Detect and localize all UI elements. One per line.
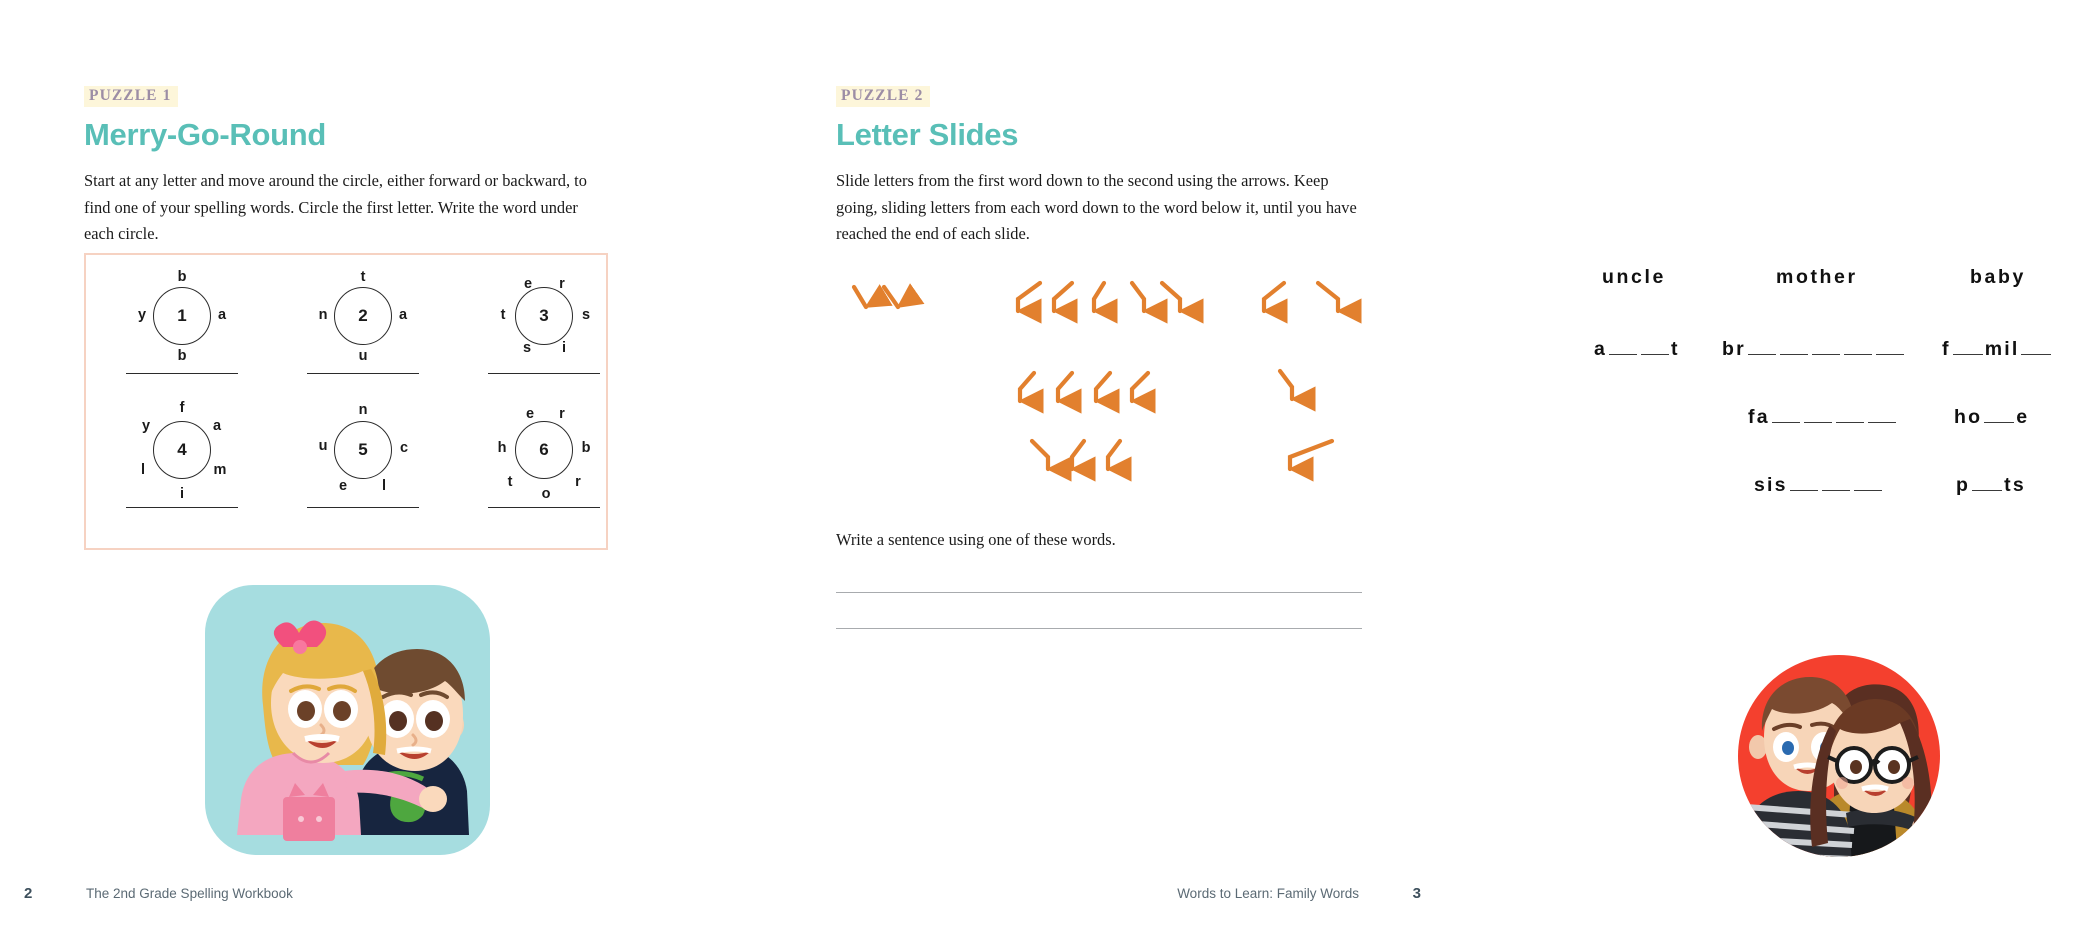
circle-letter: r — [575, 474, 581, 490]
two-children-artwork — [205, 585, 490, 855]
circle-number: 1 — [153, 287, 211, 345]
puzzle1-instructions: Start at any letter and move around the circle, either forward or backward, to find one of your spelling words. Circle the first letter. Write the word under each circle. — [84, 171, 587, 244]
illustration-two-children — [205, 585, 490, 855]
circle-letter: u — [318, 438, 328, 454]
circle-letter: f — [179, 400, 185, 416]
slide-blank-row[interactable] — [1954, 406, 2029, 429]
slide-blank[interactable] — [1780, 340, 1808, 355]
merry-go-round-item[interactable] — [279, 403, 449, 533]
slide-blank[interactable] — [1804, 408, 1832, 423]
slide-blank[interactable] — [1868, 408, 1896, 423]
letter-slides — [1558, 258, 2098, 518]
merry-go-round-item[interactable] — [279, 269, 449, 399]
circle-letter: h — [497, 440, 507, 456]
circle-number: 5 — [334, 421, 392, 479]
circle-number: 6 — [515, 421, 573, 479]
puzzle2-label: PUZZLE 2 — [836, 86, 930, 107]
slide-blank[interactable] — [1790, 476, 1818, 491]
circle-letter: c — [399, 440, 409, 456]
slide-blank[interactable] — [1854, 476, 1882, 491]
illustration-couple — [1738, 655, 1940, 857]
answer-line[interactable] — [126, 373, 238, 374]
circle-letter: a — [398, 307, 408, 323]
circle-letter: i — [179, 486, 185, 502]
couple-artwork — [1738, 655, 1940, 857]
slide-word: mother — [1776, 266, 1858, 288]
sentence-line[interactable] — [836, 592, 1362, 593]
slide-word: baby — [1970, 266, 2026, 288]
circle-letter: r — [559, 406, 565, 422]
puzzle2-title: Letter Slides — [836, 117, 1019, 152]
answer-line[interactable] — [307, 373, 419, 374]
slide-prefix: ho — [1954, 406, 1983, 428]
circle-letter: y — [137, 307, 147, 323]
circle-letter: t — [507, 474, 513, 490]
right-page-number: 3 — [1412, 885, 1421, 902]
slide-prefix: sis — [1754, 474, 1788, 496]
slide-prefix: fa — [1748, 406, 1770, 428]
slide-blank-row[interactable] — [1956, 474, 2026, 497]
circle-letter: a — [212, 418, 222, 434]
slide-blank-row[interactable] — [1722, 338, 1906, 361]
circle-letter: n — [318, 307, 328, 323]
puzzle1-activity-box — [84, 253, 608, 550]
slide-blank[interactable] — [1953, 340, 1983, 355]
merry-go-round-item[interactable] — [460, 269, 630, 399]
slide-prefix: br — [1722, 338, 1746, 360]
circle-letter: s — [581, 307, 591, 323]
slide-blank[interactable] — [1844, 340, 1872, 355]
circle-letter: l — [381, 478, 387, 494]
slide-mid: mil — [1984, 338, 2020, 360]
circle-letter: u — [358, 348, 368, 364]
slide-word: uncle — [1602, 266, 1666, 288]
circle-letter: t — [360, 269, 366, 285]
circle-letter: i — [561, 340, 567, 356]
merry-go-round-item[interactable] — [460, 403, 630, 533]
circle-letter: n — [358, 402, 368, 418]
circle-letter: e — [525, 406, 535, 422]
slide-blank[interactable] — [1812, 340, 1840, 355]
left-page — [0, 0, 722, 934]
slide-blank-row[interactable] — [1594, 338, 1680, 361]
slide-suffix: e — [2016, 406, 2030, 428]
slide-blank[interactable] — [1836, 408, 1864, 423]
right-page — [722, 0, 2030, 934]
slide-suffix: t — [1671, 338, 1680, 360]
puzzle1-title: Merry-Go-Round — [84, 117, 327, 152]
circle-letter: t — [500, 307, 506, 323]
circle-number: 3 — [515, 287, 573, 345]
answer-line[interactable] — [126, 507, 238, 508]
slide-prefix: p — [1956, 474, 1971, 496]
sentence-line[interactable] — [836, 628, 1362, 629]
merry-go-round-item[interactable] — [98, 400, 268, 533]
sentence-prompt: Write a sentence using one of these words. — [836, 530, 1116, 549]
circle-letter: a — [217, 307, 227, 323]
circle-letter: e — [523, 276, 533, 292]
answer-line[interactable] — [488, 373, 600, 374]
slide-blank[interactable] — [1984, 408, 2014, 423]
slide-blank[interactable] — [1822, 476, 1850, 491]
left-footer-text: The 2nd Grade Spelling Workbook — [86, 886, 293, 901]
slide-blank[interactable] — [1972, 476, 2002, 491]
slide-blank-row[interactable] — [1942, 338, 2053, 361]
slide-blank[interactable] — [2021, 340, 2051, 355]
merry-go-round-item[interactable] — [98, 269, 268, 399]
answer-line[interactable] — [307, 507, 419, 508]
circle-letter: r — [559, 276, 565, 292]
slide-prefix: a — [1594, 338, 1608, 360]
letter-slides-arrows — [832, 255, 1392, 515]
slide-suffix: ts — [2004, 474, 2026, 496]
slide-blank[interactable] — [1876, 340, 1904, 355]
right-footer-text: Words to Learn: Family Words — [1177, 886, 1359, 901]
puzzle1-label: PUZZLE 1 — [84, 86, 178, 107]
circle-letter: b — [581, 440, 591, 456]
slide-blank[interactable] — [1772, 408, 1800, 423]
slide-blank[interactable] — [1609, 340, 1637, 355]
circle-letter: b — [177, 348, 187, 364]
circle-number: 2 — [334, 287, 392, 345]
slide-blank-row[interactable] — [1748, 406, 1898, 429]
circle-letter: s — [522, 340, 532, 356]
circle-letter: b — [177, 269, 187, 285]
slide-blank[interactable] — [1748, 340, 1776, 355]
circle-letter: y — [141, 418, 151, 434]
circle-number: 4 — [153, 421, 211, 479]
answer-line[interactable] — [488, 507, 600, 508]
slide-prefix: f — [1942, 338, 1951, 360]
left-page-number: 2 — [24, 885, 33, 902]
circle-letter: o — [541, 486, 551, 502]
circle-letter: m — [213, 462, 227, 478]
puzzle2-instructions: Slide letters from the first word down to the second using the arrows. Keep going, sliding letters from each word down to the word below it, until you have reached the end of each slide. — [836, 171, 1357, 244]
circle-letter: l — [140, 462, 146, 478]
circle-letter: e — [338, 478, 348, 494]
slide-blank[interactable] — [1641, 340, 1669, 355]
slide-blank-row[interactable] — [1754, 474, 1884, 497]
